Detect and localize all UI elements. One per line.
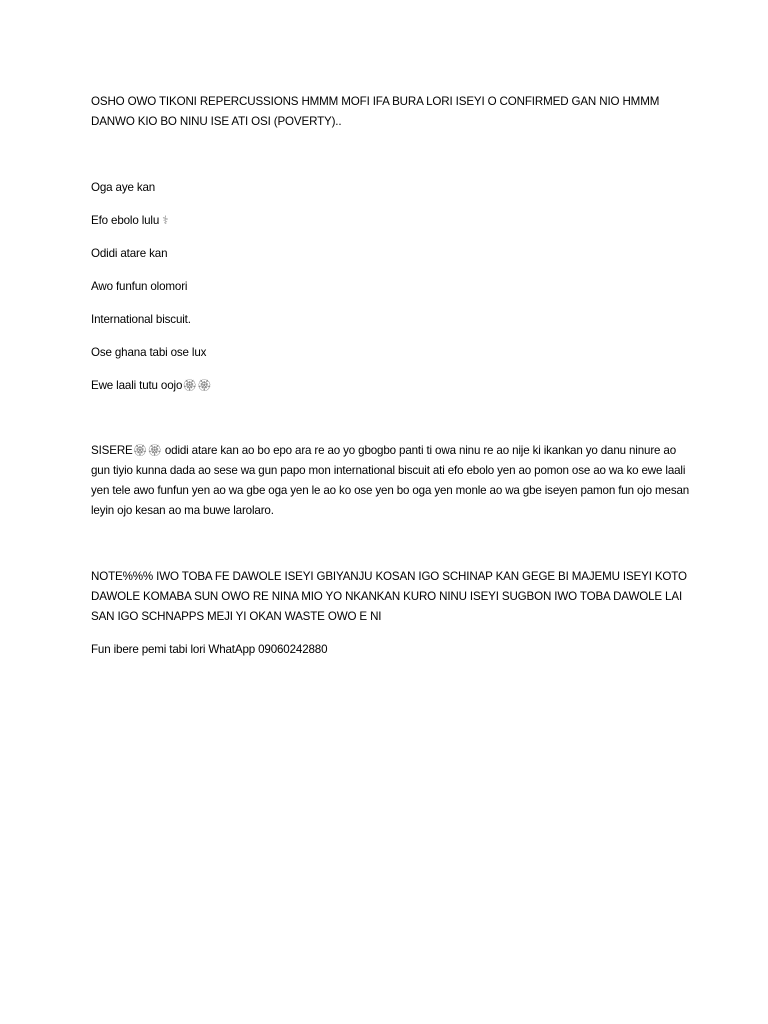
- instructions-text: odidi atare kan ao bo epo ara re ao yo gbogbo pantі tі owa ninu re ao nije ki ikankan yo danu ninure ao gun tіyio kunna dada ao sese wa gun papo mon internatіonal biscuit atі efo ebolo yen ao pomon ose ao wa ko ewe laali yen tele awo funfun yen ao wa gbe oga yen le ao ko ose yen bo oga yen monle ao wa gbe iseyen pamon fun ojo mesan leyin ojo kesan ao ma buwe larolaro.: [91, 444, 690, 517]
- instructions-paragraph: [91, 441, 691, 521]
- contact-line: Fun ibere pemi tabi lori WhatApp 09060242880: [91, 643, 328, 656]
- ingredient-item: [91, 345, 206, 361]
- flower-icon: 🏵🏵: [182, 379, 212, 392]
- ingredient-item: [91, 279, 187, 295]
- ingredient-text: Internatіonal biscuit.: [91, 313, 191, 326]
- ingredient-text: Awo funfun olomori: [91, 280, 188, 293]
- intro-paragraph: OSHO OWO TIKONI REPERCUSSIONS HMMM MOFI IFA BURA LORI ISEYI O CONFIRMED GAN NIO HMMM DANWO KIO BO NINU ISE ATI OSI (POVERTY)..: [91, 95, 660, 128]
- ingredient-item: [91, 213, 168, 229]
- flower-icon: 🏵🏵: [132, 444, 162, 457]
- ingredient-text: Efo ebolo lulu: [91, 214, 163, 227]
- note-paragraph: NOTE%%% IWO TOBA FE DAWOLE ISEYI GBIYANJU KOSAN IGO SCHINAP KAN GEGE BI MAJEMU ISEYI KOTO DAWOLE KOMABA SUN OWO RE NINA MIO YO NKANKAN KURO NINU ISEYI SUGBON IWO TOBA DAWOLE LAI SAN IGO SCHNAPPS MEJI YI OKAN WASTE OWO E NI: [91, 570, 687, 623]
- ingredient-text: Oga aye kan: [91, 181, 156, 194]
- ingredient-item: [91, 312, 191, 328]
- caduceus-icon: ⚕: [162, 214, 169, 227]
- ingredient-text: Odidi atare kan: [91, 247, 168, 260]
- ingredient-item: [91, 180, 155, 196]
- instructions-lead: SISERE: [91, 444, 133, 457]
- ingredient-text: Ewe laali tutu oojo: [91, 379, 183, 392]
- ingredient-item: [91, 378, 211, 394]
- ingredient-text: Ose ghana tabi ose lux: [91, 346, 207, 359]
- ingredient-item: [91, 246, 167, 262]
